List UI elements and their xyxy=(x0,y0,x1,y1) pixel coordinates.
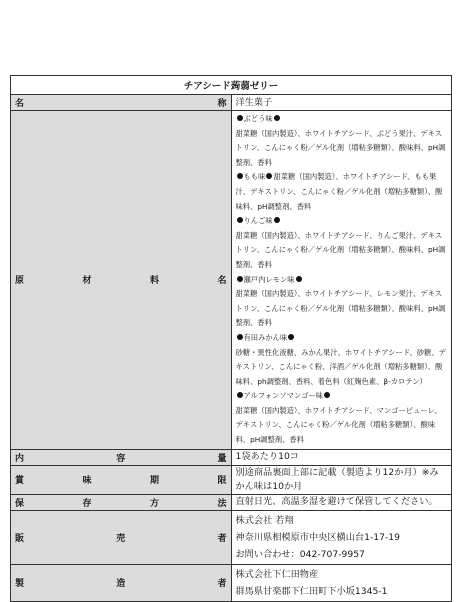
bullet-icon xyxy=(288,334,294,340)
bullet-icon xyxy=(274,115,280,121)
flavor-heading-inline: もも味 甜菜糖（国内製造）、ホワイトチアシード、もも果汁、デキストリン、こんにゃく粉／ゲル化剤（増粘多糖類）、酸味料、pH調整剤、香料 xyxy=(235,172,443,211)
bullet-icon xyxy=(237,115,243,121)
maker-value xyxy=(231,564,452,601)
row-content xyxy=(11,449,452,465)
storage-value: 直射日光、高温多湿を避けて保管してください。 xyxy=(231,494,452,510)
bullet-icon xyxy=(237,334,243,340)
maker-company: 株式会社下仁田物産 xyxy=(235,568,319,580)
product-label-table xyxy=(10,75,452,602)
ingredients-key: 原材料名 xyxy=(11,111,232,450)
flavor-ingredients: 甜菜糖（国内製造）、ホワイトチアシード、もも果汁、デキストリン、こんにゃく粉／ゲル化剤（増粘多糖類）、酸味料、pH調整剤、香料 xyxy=(235,172,443,211)
flavor-heading: りんご味 xyxy=(236,214,448,229)
flavor-ingredients: 甜菜糖（国内製造）、ホワイトチアシード、ぶどう果汁、デキストリン、こんにゃく粉／ゲル化剤（増粘多糖類）、酸味料、pH調整剤、香料 xyxy=(235,128,446,167)
title-row xyxy=(11,76,452,95)
name-value: 洋生菓子 xyxy=(231,95,452,111)
storage-key: 保存方法 xyxy=(11,494,232,510)
flavor-ingredients: 甜菜糖（国内製造）、ホワイトチアシード、マンゴーピューレ、デキストリン、こんにゃく粉／ゲル化剤（増粘多糖類）、酸味料、pH調整剤、香料 xyxy=(235,405,442,445)
bullet-icon xyxy=(237,276,243,282)
seller-address: 神奈川県相模原市中央区横山台1-17-19 xyxy=(235,531,400,543)
bullet-icon xyxy=(324,392,330,398)
row-seller xyxy=(11,510,452,564)
bullet-icon xyxy=(266,173,272,179)
maker-address: 群馬県甘楽郡下仁田町下小坂1345-1 xyxy=(235,585,388,597)
content-value: 1袋あたり10コ xyxy=(231,449,452,465)
row-ingredients xyxy=(11,111,452,450)
bullet-icon xyxy=(237,173,243,179)
flavor-ingredients: 砂糖・異性化液糖、みかん果汁、ホワイトチアシード、砂糖、デキストリン、こんにゃく粉、洋酒／ゲル化剤（増粘多糖類）、酸味料、ph調整剤、香料、着色料（紅麹色素、β-カロテン） xyxy=(235,347,446,386)
seller-key: 販売者 xyxy=(11,510,232,564)
expiry-key: 賞味期限 xyxy=(11,465,232,494)
seller-phone: お問い合わせ：042-707-9957 xyxy=(235,548,365,560)
flavor-heading: アルフォンソマンゴー味 xyxy=(236,389,448,404)
content-key: 内容量 xyxy=(11,449,232,465)
name-key: 名 称 xyxy=(11,95,232,111)
bullet-icon xyxy=(237,217,243,223)
seller-value xyxy=(231,510,452,564)
row-name xyxy=(11,95,452,111)
row-expiry xyxy=(11,465,452,494)
flavor-ingredients: 甜菜糖（国内製造）、ホワイトチアシード、りんご果汁、デキストリン、こんにゃく粉／ゲル化剤（増粘多糖類）、酸味料、pH調整剤、香料 xyxy=(235,230,446,269)
ingredients-value xyxy=(231,111,452,450)
maker-key: 製造者 xyxy=(11,564,232,601)
bullet-icon xyxy=(237,392,243,398)
flavor-heading: ぶどう味 xyxy=(236,112,448,127)
bullet-icon xyxy=(274,217,280,223)
row-maker xyxy=(11,564,452,601)
flavor-heading: 有田みかん味 xyxy=(236,331,448,346)
product-title: チアシード蒟蒻ゼリー xyxy=(11,76,452,95)
row-storage xyxy=(11,494,452,510)
seller-company: 株式会社 若翔 xyxy=(235,514,294,526)
bullet-icon xyxy=(296,276,302,282)
expiry-value: 別途商品裏面上部に記載（製造より12か月）※みかん味は10か月 xyxy=(231,465,452,494)
flavor-ingredients: 甜菜糖（国内製造）、ホワイトチアシード、レモン果汁、デキストリン、こんにゃく粉／ゲル化剤（増粘多糖類）、酸味料、pH調整剤、香料 xyxy=(235,289,446,328)
flavor-heading: 瀬戸内レモン味 xyxy=(236,273,448,288)
